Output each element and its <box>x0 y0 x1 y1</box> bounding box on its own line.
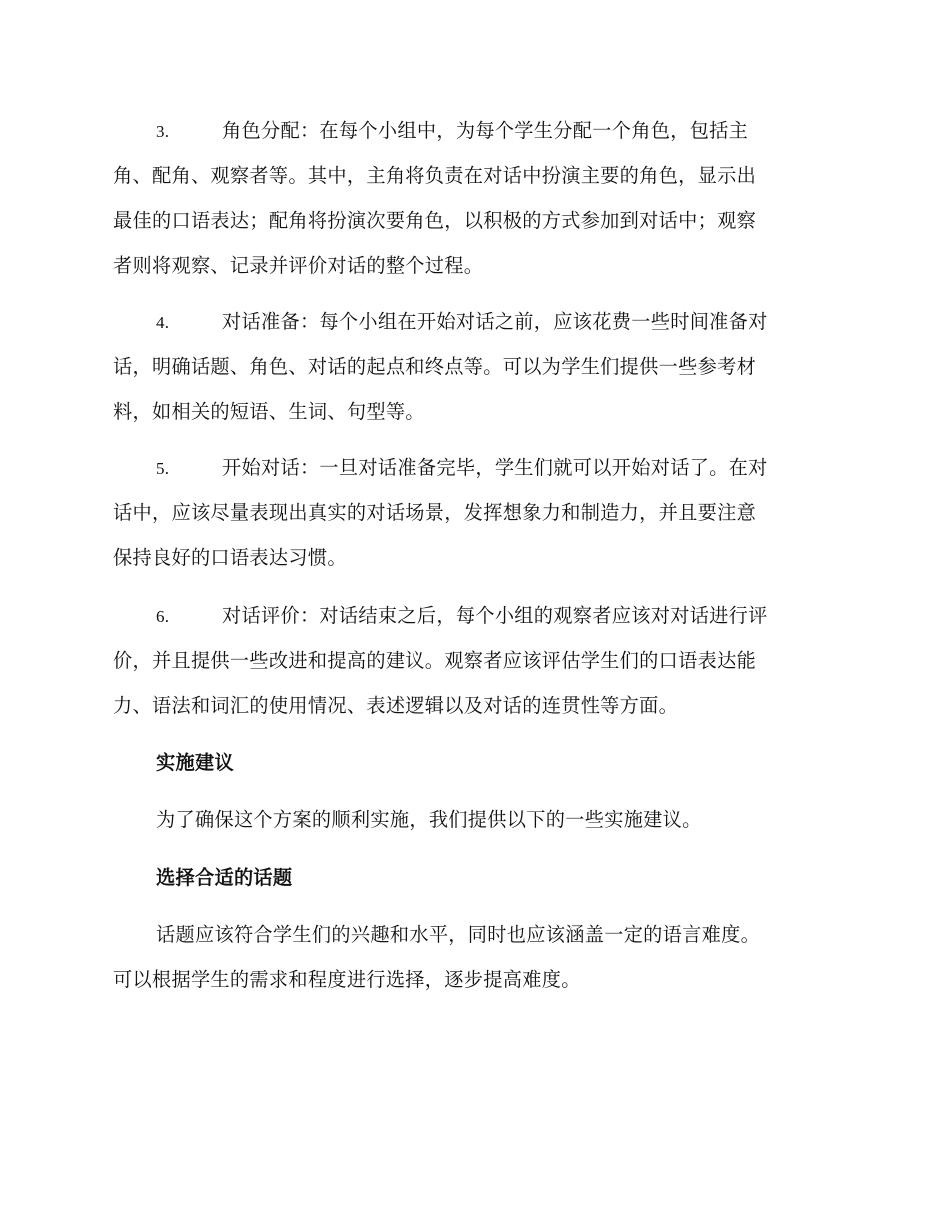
list-item-text: 话中，应该尽量表现出真实的对话场景，发挥想象力和制造力，并且要注意 <box>113 501 757 524</box>
list-item-3 <box>113 108 835 288</box>
list-item-text: 话，明确话题、角色、对话的起点和终点等。可以为学生们提供一些参考材 <box>113 355 757 378</box>
list-item-text: 料，如相关的短语、生词、句型等。 <box>113 400 425 423</box>
list-item-4 <box>113 299 835 434</box>
list-item-text: 价，并且提供一些改进和提高的建议。观察者应该评估学生们的口语表达能 <box>113 649 757 672</box>
list-item-text: 对话准备：每个小组在开始对话之前，应该花费一些时间准备对 <box>222 310 768 333</box>
list-item-number: 6. <box>156 607 170 626</box>
section-intro-text: 为了确保这个方案的顺利实施，我们提供以下的一些实施建议。 <box>156 808 702 831</box>
list-item-6 <box>113 593 835 728</box>
paragraph-line: 话题应该符合学生们的兴趣和水平，同时也应该涵盖一定的语言难度。 <box>156 923 761 946</box>
list-item-first-line <box>113 108 835 153</box>
list-item-text: 者则将观察、记录并评价对话的整个过程。 <box>113 254 484 277</box>
section-intro <box>113 797 835 842</box>
list-item-first-line <box>113 445 835 490</box>
paragraph-line: 可以根据学生的需求和程度进行选择，逐步提高难度。 <box>113 968 581 991</box>
list-item-text: 对话评价：对话结束之后，每个小组的观察者应该对对话进行评 <box>222 604 768 627</box>
list-item-first-line <box>113 593 835 638</box>
list-item-text: 角、配角、观察者等。其中，主角将负责在对话中扮演主要的角色，显示出 <box>113 164 757 187</box>
sub-heading: 选择合适的话题 <box>156 866 293 889</box>
list-item-text: 开始对话：一旦对话准备完毕，学生们就可以开始对话了。在对 <box>222 456 768 479</box>
list-item-number: 3. <box>156 122 170 141</box>
list-item-number: 5. <box>156 459 170 478</box>
sub-paragraph <box>113 912 835 1002</box>
list-item-first-line <box>113 299 835 344</box>
list-item-text: 最佳的口语表达；配角将扮演次要角色，以积极的方式参加到对话中；观察 <box>113 209 757 232</box>
list-item-text: 角色分配：在每个小组中，为每个学生分配一个角色，包括主 <box>222 119 749 142</box>
list-item-text: 力、语法和词汇的使用情况、表述逻辑以及对话的连贯性等方面。 <box>113 694 679 717</box>
list-item-text: 保持良好的口语表达习惯。 <box>113 546 347 569</box>
section-heading: 实施建议 <box>156 751 234 774</box>
list-item-5 <box>113 445 835 580</box>
list-item-number: 4. <box>156 313 170 332</box>
